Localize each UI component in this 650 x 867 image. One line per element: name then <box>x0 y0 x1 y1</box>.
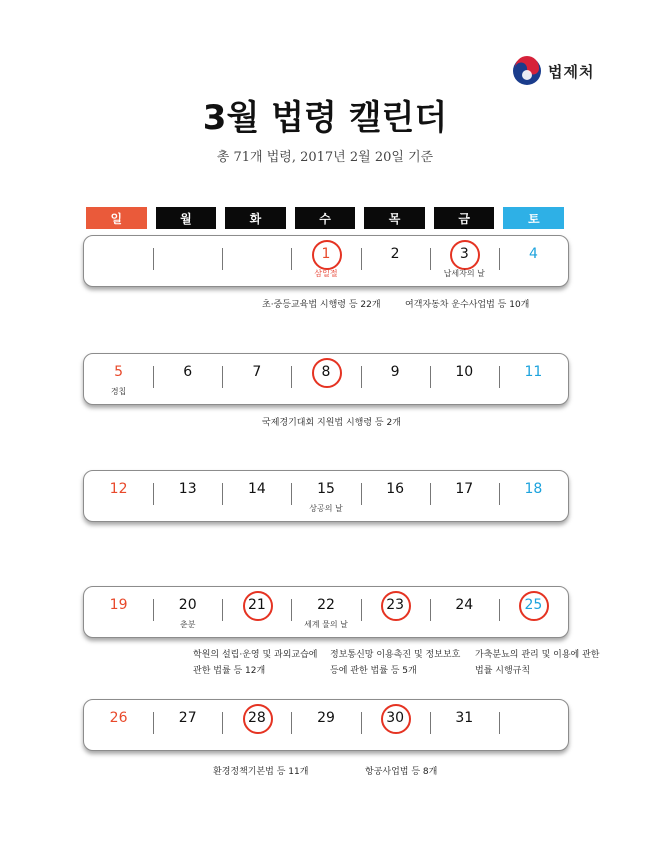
day-cell <box>361 236 430 286</box>
day-cell <box>499 236 568 286</box>
law-note <box>475 647 599 679</box>
day-number: 2 <box>390 246 400 262</box>
day-cell <box>291 700 360 750</box>
weekday-thu: 목 <box>364 207 425 229</box>
week-row <box>83 586 569 638</box>
day-cell <box>222 471 291 521</box>
day-number: 10 <box>455 364 474 380</box>
day-number: 22 <box>317 597 335 613</box>
law-note: 여객자동차 운수사업법 등 10개 <box>405 300 530 310</box>
day-cell <box>153 700 222 750</box>
page-subtitle: 총 71개 법령, 2017년 2월 20일 기준 <box>216 150 434 165</box>
day-cell <box>499 471 568 521</box>
day-number: 11 <box>524 364 543 380</box>
day-cell <box>430 700 499 750</box>
day-cell <box>84 354 153 404</box>
day-cell <box>222 700 291 750</box>
week-row <box>83 470 569 522</box>
day-number: 1 <box>291 246 360 262</box>
day-cell <box>222 236 291 286</box>
day-cell <box>84 700 153 750</box>
day-note: 삼일절 <box>314 269 338 278</box>
week-row <box>83 353 569 405</box>
day-number: 9 <box>390 364 400 380</box>
law-note <box>330 647 460 679</box>
day-number: 27 <box>178 710 197 726</box>
weekday-sun: 일 <box>86 207 147 229</box>
day-cell <box>499 587 568 637</box>
day-number: 21 <box>222 597 291 613</box>
day-note: 상공의 날 <box>309 504 343 513</box>
weekday-sat: 토 <box>503 207 564 229</box>
day-number: 26 <box>109 710 128 726</box>
weekday-mon: 월 <box>156 207 217 229</box>
day-cell <box>84 471 153 521</box>
brand-logo <box>512 56 594 86</box>
day-number: 23 <box>361 597 430 613</box>
law-note: 환경정책기본법 등 11개 <box>213 767 309 777</box>
day-cell <box>430 236 499 286</box>
day-cell <box>430 587 499 637</box>
brand-name: 법제처 <box>548 62 595 81</box>
day-number: 29 <box>317 710 335 726</box>
day-cell <box>153 354 222 404</box>
weekday-tue: 화 <box>225 207 286 229</box>
day-note: 세계 물의 날 <box>304 620 348 629</box>
day-number: 14 <box>247 481 266 497</box>
day-number: 8 <box>291 364 360 380</box>
day-note: 춘분 <box>179 620 196 629</box>
day-cell <box>430 471 499 521</box>
day-number: 3 <box>430 246 499 262</box>
weekday-wed: 수 <box>295 207 356 229</box>
day-cell <box>361 471 430 521</box>
day-cell <box>291 354 360 404</box>
day-number: 20 <box>178 597 197 613</box>
day-cell <box>361 587 430 637</box>
day-cell <box>430 354 499 404</box>
day-cell <box>153 587 222 637</box>
day-number: 6 <box>183 364 193 380</box>
day-number: 12 <box>109 481 128 497</box>
day-cell <box>361 354 430 404</box>
day-number: 17 <box>455 481 474 497</box>
day-number: 31 <box>455 710 474 726</box>
day-cell <box>222 587 291 637</box>
page-title: 3월 법령 캘린더 <box>202 98 448 138</box>
law-note: 국제경기대회 지원법 시행령 등 2개 <box>262 418 401 428</box>
day-number: 24 <box>455 597 474 613</box>
law-note-line: 학원의 설립·운영 및 과외교습에 관한 법률 등 12개 <box>193 650 318 676</box>
day-cell <box>291 471 360 521</box>
law-note-line: 정보통신망 이용촉진 및 정보보호 등에 관한 법률 등 5개 <box>330 650 461 676</box>
day-cell <box>153 471 222 521</box>
weekday-header <box>86 207 564 229</box>
law-note: 항공사업법 등 8개 <box>365 767 438 777</box>
day-cell <box>499 700 568 750</box>
day-number: 5 <box>114 364 124 380</box>
weekday-fri: 금 <box>434 207 495 229</box>
day-cell <box>499 354 568 404</box>
day-number: 4 <box>528 246 538 262</box>
day-number: 18 <box>524 481 543 497</box>
law-note: 초·중등교육법 시행령 등 22개 <box>262 300 381 310</box>
law-note <box>193 647 317 679</box>
day-cell <box>291 236 360 286</box>
day-cell <box>84 236 153 286</box>
day-note: 납세자의 날 <box>443 269 485 278</box>
day-cell <box>153 236 222 286</box>
day-number: 15 <box>317 481 335 497</box>
day-cell <box>291 587 360 637</box>
day-cell <box>84 587 153 637</box>
day-cell <box>361 700 430 750</box>
day-number: 30 <box>361 710 430 726</box>
day-number: 7 <box>252 364 262 380</box>
week-row <box>83 699 569 751</box>
day-number: 19 <box>109 597 128 613</box>
taegeuk-icon <box>512 56 542 86</box>
week-row <box>83 235 569 287</box>
day-note: 경칩 <box>110 387 127 396</box>
day-number: 16 <box>386 481 405 497</box>
day-number: 25 <box>499 597 568 613</box>
day-number: 28 <box>222 710 291 726</box>
day-number: 13 <box>178 481 197 497</box>
day-cell <box>222 354 291 404</box>
law-note-line: 가축분뇨의 관리 및 이용에 관한 법률 시행규칙 <box>475 650 600 676</box>
